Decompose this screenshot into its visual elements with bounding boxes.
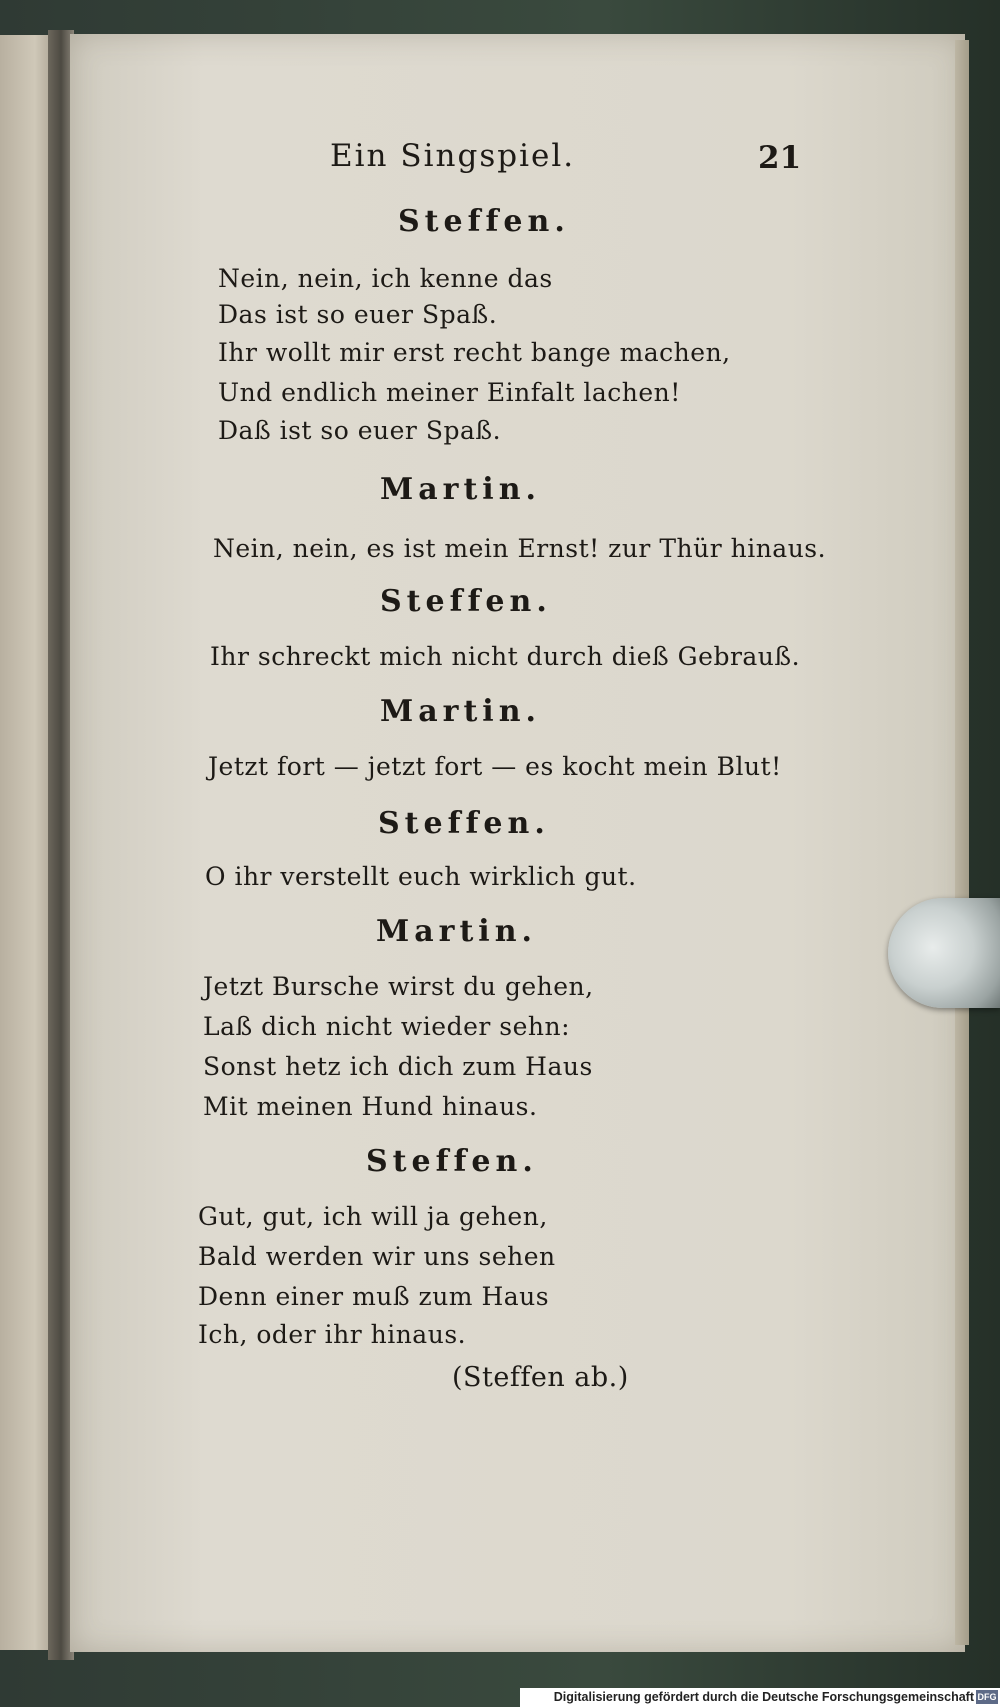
verse-line: Und endlich meiner Einfalt lachen! bbox=[218, 378, 681, 407]
footer-credit: Digitalisierung gefördert durch die Deutsche Forschungsgemeinschaft bbox=[553, 1690, 974, 1704]
verse-line: Mit meinen Hund hinaus. bbox=[203, 1092, 538, 1121]
running-head: Ein Singspiel. bbox=[330, 138, 576, 174]
book-clip bbox=[888, 898, 1000, 1008]
speaker-name: Steffen. bbox=[378, 806, 550, 841]
speaker-name: Martin. bbox=[376, 914, 537, 949]
verse-line: Bald werden wir uns sehen bbox=[198, 1242, 556, 1271]
page-number: 21 bbox=[758, 140, 802, 176]
footer-bar bbox=[520, 1688, 1000, 1707]
dfg-logo: DFG bbox=[977, 1692, 997, 1702]
speaker-name: Steffen. bbox=[380, 584, 552, 619]
verse-line: Sonst hetz ich dich zum Haus bbox=[203, 1052, 593, 1081]
speaker-name: Martin. bbox=[380, 472, 541, 507]
page-fore-edge bbox=[955, 40, 969, 1645]
verse-line: Ihr schreckt mich nicht durch dieß Gebrauß. bbox=[210, 642, 801, 671]
speaker-name: Martin. bbox=[380, 694, 541, 729]
verse-line: Daß ist so euer Spaß. bbox=[218, 416, 502, 445]
verse-line: O ihr verstellt euch wirklich gut. bbox=[205, 862, 637, 891]
speaker-name: Steffen. bbox=[366, 1144, 538, 1179]
verse-line: Nein, nein, ich kenne das bbox=[218, 264, 553, 293]
verse-line: Jetzt fort — jetzt fort — es kocht mein Blut! bbox=[208, 752, 782, 781]
stage-direction: (Steffen ab.) bbox=[452, 1362, 629, 1393]
verse-line: Denn einer muß zum Haus bbox=[198, 1282, 550, 1311]
verse-line: Ich, oder ihr hinaus. bbox=[198, 1320, 467, 1349]
verse-line: Ihr wollt mir erst recht bange machen, bbox=[218, 338, 731, 367]
verse-line: Gut, gut, ich will ja gehen, bbox=[198, 1202, 548, 1231]
verse-line: Jetzt Bursche wirst du gehen, bbox=[203, 972, 594, 1001]
speaker-name: Steffen. bbox=[398, 204, 570, 239]
verse-line: Laß dich nicht wieder sehn: bbox=[203, 1012, 571, 1041]
verse-line: Nein, nein, es ist mein Ernst! zur Thür hinaus. bbox=[213, 534, 827, 563]
verse-line: Das ist so euer Spaß. bbox=[218, 300, 498, 329]
